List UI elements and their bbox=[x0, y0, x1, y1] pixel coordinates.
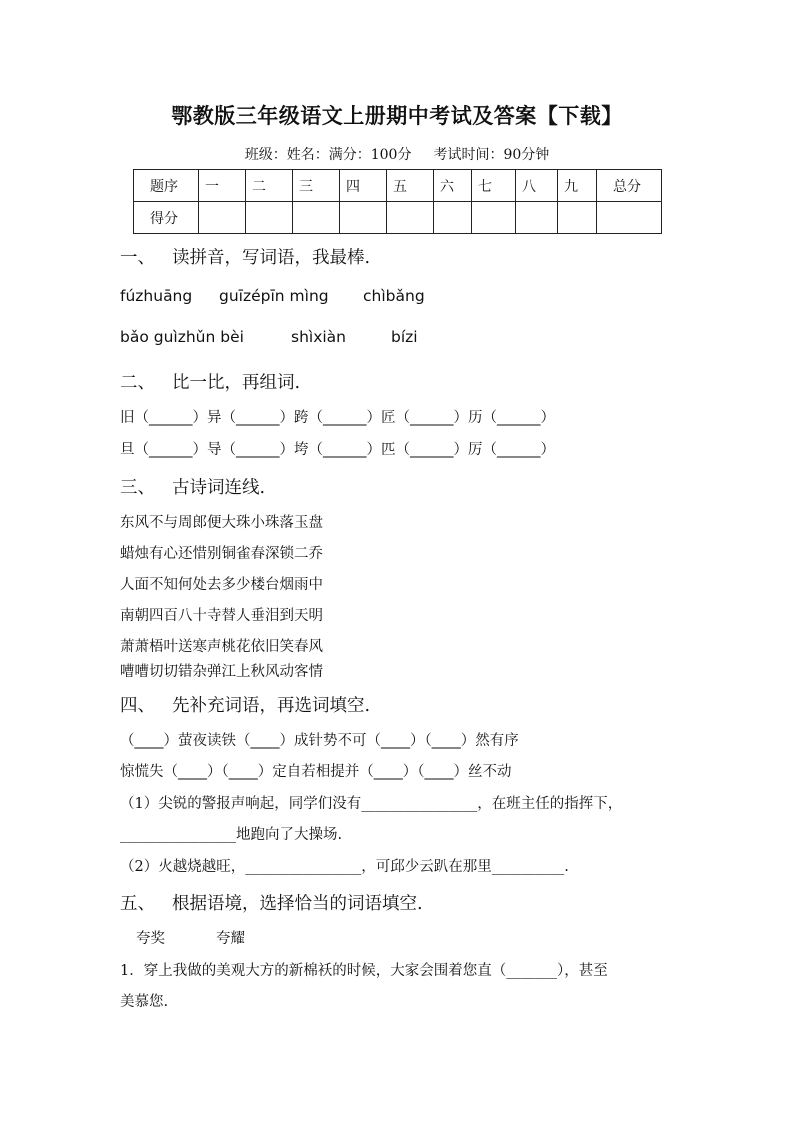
pinyin-item: chìbǎng bbox=[363, 287, 425, 305]
poem-line: 南朝四百八十寺替人垂泪到天明 bbox=[120, 608, 323, 624]
section-number: 四、 bbox=[120, 696, 155, 716]
pinyin-item: bízi bbox=[391, 328, 418, 346]
exam-info bbox=[0, 144, 794, 164]
word-choice: 夸耀 bbox=[216, 931, 245, 947]
compare-row: 旧（______）异（______）跨（______）匠（______）历（______） bbox=[120, 410, 555, 426]
section-2-heading bbox=[120, 369, 300, 394]
section-number: 二、 bbox=[120, 373, 155, 393]
poem-line: 蜡烛有心还惜别铜雀春深锁二乔 bbox=[120, 546, 323, 562]
section-title: 古诗词连线. bbox=[172, 478, 266, 498]
section-1-heading bbox=[120, 244, 370, 269]
poem-line: 嘈嘈切切错杂弹江上秋风动客情 bbox=[120, 664, 323, 680]
score-cell bbox=[597, 202, 662, 234]
section-title: 先补充词语，再选词填空. bbox=[172, 696, 371, 716]
table-cell: 三 bbox=[293, 170, 340, 202]
exam-time-label: 考试时间：90分钟 bbox=[433, 147, 550, 163]
pinyin-item: fúzhuāng bbox=[120, 287, 193, 305]
score-cell bbox=[199, 202, 246, 234]
score-table-score-row bbox=[134, 202, 662, 234]
section-number: 五、 bbox=[120, 894, 155, 914]
page-title: 鄂教版三年级语文上册期中考试及答案【下载】 bbox=[171, 103, 623, 128]
score-cell bbox=[516, 202, 558, 234]
table-cell: 四 bbox=[340, 170, 387, 202]
score-cell bbox=[434, 202, 472, 234]
poem-line: 东风不与周郎便大珠小珠落玉盘 bbox=[120, 515, 323, 531]
pinyin-item: guīzépīn mìng bbox=[219, 287, 329, 305]
class-name-score-label: 班级：姓名：满分：100分 bbox=[244, 147, 412, 163]
table-cell: 一 bbox=[199, 170, 246, 202]
compare-row: 旦（______）导（______）垮（______）匹（______）厉（______） bbox=[120, 442, 555, 458]
idiom-row: （____）萤夜读铁（____）成针势不可（____）（____）然有序 bbox=[120, 733, 519, 749]
fill-question: 1．穿上我做的美观大方的新棉袄的时候，大家会围着您直（_______），甚至 bbox=[120, 963, 608, 979]
score-table-header-row bbox=[134, 170, 662, 202]
section-number: 一、 bbox=[120, 248, 155, 268]
table-cell: 五 bbox=[387, 170, 434, 202]
pinyin-item: bǎo guìzhǔn bèi bbox=[120, 328, 244, 346]
fill-question: 美慕您. bbox=[120, 994, 169, 1010]
word-choice: 夸奖 bbox=[136, 931, 165, 947]
section-5-heading bbox=[120, 890, 423, 915]
poem-line: 人面不知何处去多少楼台烟雨中 bbox=[120, 577, 323, 593]
pinyin-item: shìxiàn bbox=[291, 328, 347, 346]
table-cell: 题序 bbox=[134, 170, 199, 202]
table-cell: 得分 bbox=[134, 202, 199, 234]
score-cell bbox=[558, 202, 597, 234]
section-title: 比一比，再组词. bbox=[172, 373, 301, 393]
section-title: 读拼音，写词语，我最棒. bbox=[172, 248, 371, 268]
fill-question: （2）火越烧越旺，________________，可邱少云趴在那里__________. bbox=[120, 859, 569, 875]
section-3-heading bbox=[120, 474, 265, 499]
score-cell bbox=[293, 202, 340, 234]
table-cell: 七 bbox=[472, 170, 516, 202]
score-cell bbox=[472, 202, 516, 234]
score-cell bbox=[387, 202, 434, 234]
fill-question: （1）尖锐的警报声响起，同学们没有________________，在班主任的指挥下， bbox=[120, 796, 623, 812]
table-cell: 九 bbox=[558, 170, 597, 202]
table-cell: 二 bbox=[246, 170, 293, 202]
score-table bbox=[133, 169, 662, 234]
idiom-row: 惊慌失（____）（____）定自若相提并（____）（____）丝不动 bbox=[120, 764, 512, 780]
table-cell: 八 bbox=[516, 170, 558, 202]
table-cell: 六 bbox=[434, 170, 472, 202]
section-title: 根据语境，选择恰当的词语填空. bbox=[172, 894, 423, 914]
section-number: 三、 bbox=[120, 478, 155, 498]
fill-question: ________________地跑向了大操场. bbox=[120, 827, 343, 843]
section-4-heading bbox=[120, 692, 370, 717]
poem-line: 萧萧梧叶送寒声桃花依旧笑春风 bbox=[120, 639, 323, 655]
score-cell bbox=[246, 202, 293, 234]
score-cell bbox=[340, 202, 387, 234]
table-cell: 总分 bbox=[597, 170, 662, 202]
